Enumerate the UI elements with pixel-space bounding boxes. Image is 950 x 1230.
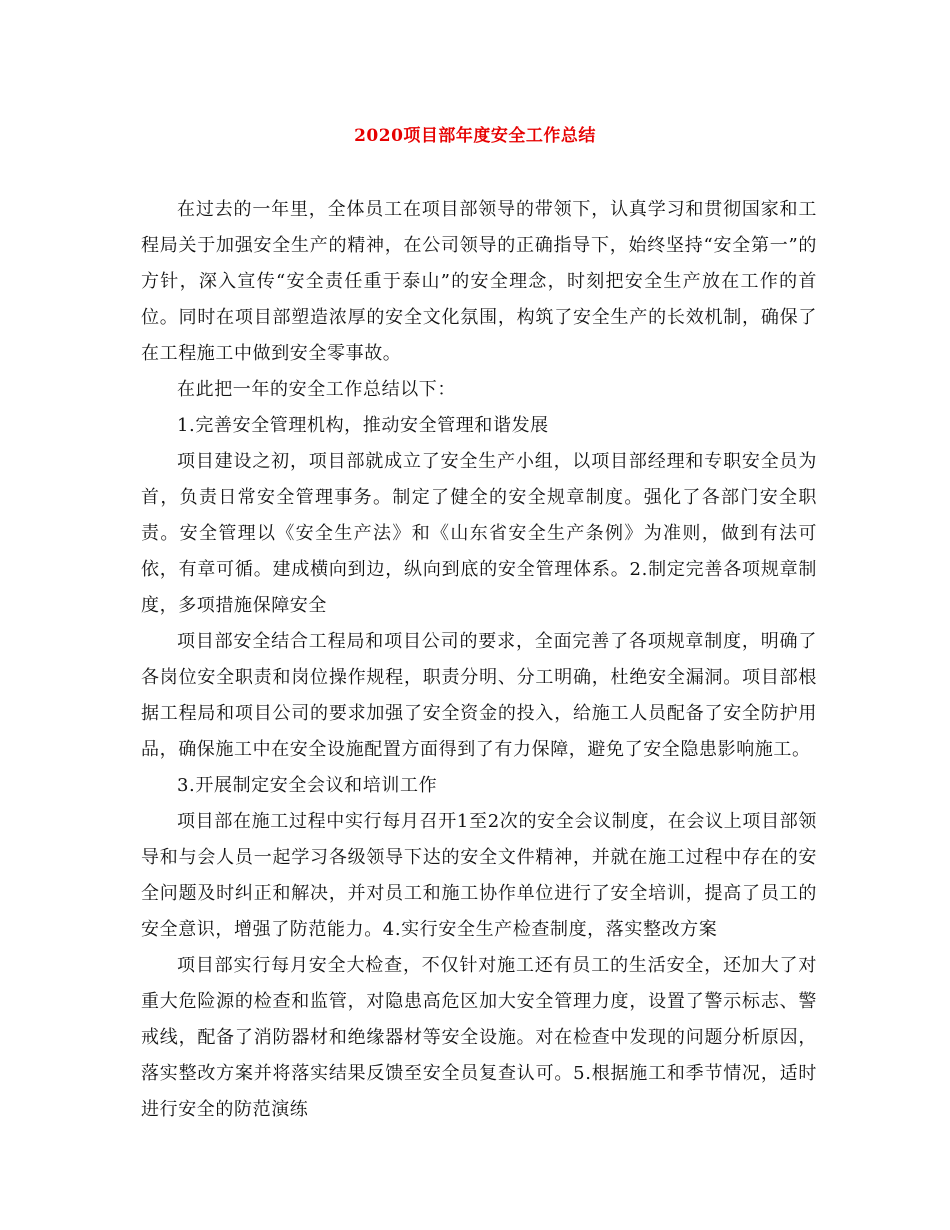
section-heading-1: 1.完善安全管理机构，推动安全管理和谐发展 xyxy=(177,415,549,436)
document-body xyxy=(141,192,817,1128)
paragraph-intro: 在过去的一年里，全体员工在项目部领导的带领下，认真学习和贯彻国家和工程局关于加强安全生产的精神，在公司领导的正确指导下，始终坚持“安全第一”的方针，深入宣传“安全责任重于泰山”的安全理念，时刻把安全生产放在工作的首位。同时在项目部塑造浓厚的安全文化氛围，构筑了安全生产的长效机制，确保了在工程施工中做到安全零事故。 xyxy=(141,199,817,364)
paragraph-section-4: 项目部实行每月安全大检查，不仅针对施工还有员工的生活安全，还加大了对重大危险源的检查和监管，对隐患高危区加大安全管理力度，设置了警示标志、警戒线，配备了消防器材和绝缘器材等安全设施。对在检查中发现的问题分析原因，落实整改方案并将落实结果反馈至安全员复查认可。5.根据施工和季节情况，适时进行安全的防范演练 xyxy=(141,955,817,1120)
paragraph-summary-lead: 在此把一年的安全工作总结以下： xyxy=(177,379,456,400)
paragraph-section-1: 项目建设之初，项目部就成立了安全生产小组，以项目部经理和专职安全员为首，负责日常安全管理事务。制定了健全的安全规章制度。强化了各部门安全职责。安全管理以《安全生产法》和《山东省安全生产条例》为准则，做到有法可依，有章可循。建成横向到边，纵向到底的安全管理体系。2.制定完善各项规章制度，多项措施保障安全 xyxy=(141,451,817,616)
section-heading-3: 3.开展制定安全会议和培训工作 xyxy=(177,775,438,796)
document-title: 2020项目部年度安全工作总结 xyxy=(354,126,596,146)
paragraph-section-2: 项目部安全结合工程局和项目公司的要求，全面完善了各项规章制度，明确了各岗位安全职责和岗位操作规程，职责分明、分工明确，杜绝安全漏洞。项目部根据工程局和项目公司的要求加强了安全资金的投入，给施工人员配备了安全防护用品，确保施工中在安全设施配置方面得到了有力保障，避免了安全隐患影响施工。 xyxy=(141,631,817,760)
paragraph-section-3: 项目部在施工过程中实行每月召开1至2次的安全会议制度，在会议上项目部领导和与会人员一起学习各级领导下达的安全文件精神，并就在施工过程中存在的安全问题及时纠正和解决，并对员工和施工协作单位进行了安全培训，提高了员工的安全意识，增强了防范能力。4.实行安全生产检查制度，落实整改方案 xyxy=(141,811,817,940)
